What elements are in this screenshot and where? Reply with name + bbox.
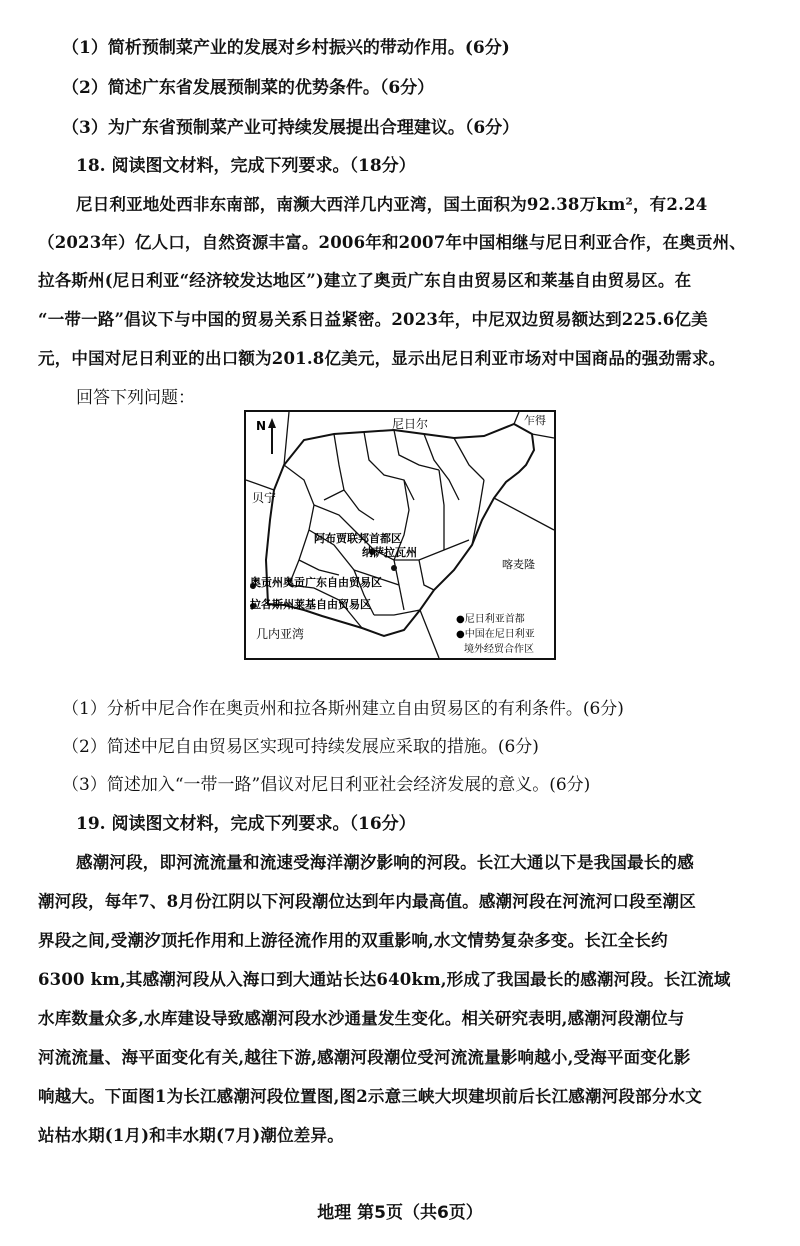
north-label: N: [256, 419, 267, 433]
legend-zone-1: ●中国在尼日利亚: [456, 629, 535, 640]
q18-para-line-1: 尼日利亚地处西非东南部，南濒大西洋几内亚湾，国土面积为92.38万km²，有2.24: [76, 195, 708, 214]
q18-sub-2: （2）简述中尼自由贸易区实现可持续发展应采取的措施。(6分): [62, 737, 539, 757]
q19-para-line-3: 界段之间,受潮汐顶托作用和上游径流作用的双重影响,水文情势复杂多变。长江全长约: [38, 931, 668, 950]
q19-para-line-1: 感潮河段，即河流流量和流速受海洋潮汐影响的河段。长江大通以下是我国最长的感: [76, 853, 694, 872]
cameroon-label: 喀麦隆: [502, 558, 535, 571]
q19-para-line-7: 响越大。下面图1为长江感潮河段位置图,图2示意三峡大坝建坝前后长江感潮河段部分水文: [38, 1087, 702, 1106]
q19-para-line-2: 潮河段，每年7、8月份江阴以下河段潮位达到年内最高值。感潮河段在河流河口段至潮区: [38, 892, 696, 911]
q18-prompt: 回答下列问题：: [76, 388, 195, 408]
q17-sub-2: （2）简述广东省发展预制菜的优势条件。（6分）: [62, 78, 435, 98]
q18-heading: 18. 阅读图文材料，完成下列要求。（18分）: [76, 156, 416, 176]
zone-marker-nasarawa: [391, 565, 397, 571]
gulf-label: 几内亚湾: [256, 627, 305, 641]
page-footer: 地理 第5页（共6页）: [317, 1203, 483, 1223]
nigeria-map: [244, 410, 556, 660]
lagos-zone-label: 拉各斯州莱基自由贸易区: [250, 598, 371, 611]
chad-label: 乍得: [524, 414, 546, 427]
niger-label: 尼日尔: [392, 417, 429, 431]
nasarawa-label: 纳萨拉瓦州: [362, 546, 417, 559]
q19-para-line-6: 河流流量、海平面变化有关,越往下游,感潮河段潮位受河流流量影响越小,受海平面变化影: [38, 1048, 691, 1067]
q19-para-line-8: 站枯水期(1月)和丰水期(7月)潮位差异。: [38, 1126, 344, 1145]
q17-sub-1: （1）简析预制菜产业的发展对乡村振兴的带动作用。(6分): [62, 38, 510, 58]
abuja-label: 阿布贾联邦首都区: [314, 532, 402, 545]
benin-label: 贝宁: [252, 491, 277, 505]
q18-sub-1: （1）分析中尼合作在奥贡州和拉各斯州建立自由贸易区的有利条件。(6分): [62, 699, 624, 719]
q19-para-line-5: 水库数量众多,水库建设导致感潮河段水沙通量发生变化。相关研究表明,感潮河段潮位与: [38, 1009, 685, 1028]
ogun-zone-label: 奥贡州奥贡广东自由贸易区: [250, 576, 382, 589]
q19-para-line-4: 6300 km,其感潮河段从入海口到大通站长达640km,形成了我国最长的感潮河段。长江流域: [38, 970, 731, 989]
q18-sub-3: （3）简述加入“一带一路”倡议对尼日利亚社会经济发展的意义。(6分): [62, 775, 591, 795]
q18-para-line-3: 拉各斯州(尼日利亚“经济较发达地区”)建立了奥贡广东自由贸易区和莱基自由贸易区。在: [38, 271, 692, 290]
q18-para-line-4: “一带一路”倡议下与中国的贸易关系日益紧密。2023年，中尼双边贸易额达到225.6亿美: [38, 310, 708, 329]
legend-capital: ●尼日利亚首都: [456, 614, 525, 625]
map-legend: [456, 612, 535, 655]
q17-sub-3: （3）为广东省预制菜产业可持续发展提出合理建议。（6分）: [62, 118, 520, 138]
legend-zone-2: 境外经贸合作区: [464, 644, 534, 655]
q18-para-line-2: （2023年）亿人口，自然资源丰富。2006年和2007年中国相继与尼日利亚合作，在奥贡州、: [38, 233, 746, 252]
q19-heading: 19. 阅读图文材料，完成下列要求。（16分）: [76, 814, 416, 834]
q18-para-line-5: 元，中国对尼日利亚的出口额为201.8亿美元，显示出尼日利亚市场对中国商品的强劲需求。: [38, 349, 726, 368]
